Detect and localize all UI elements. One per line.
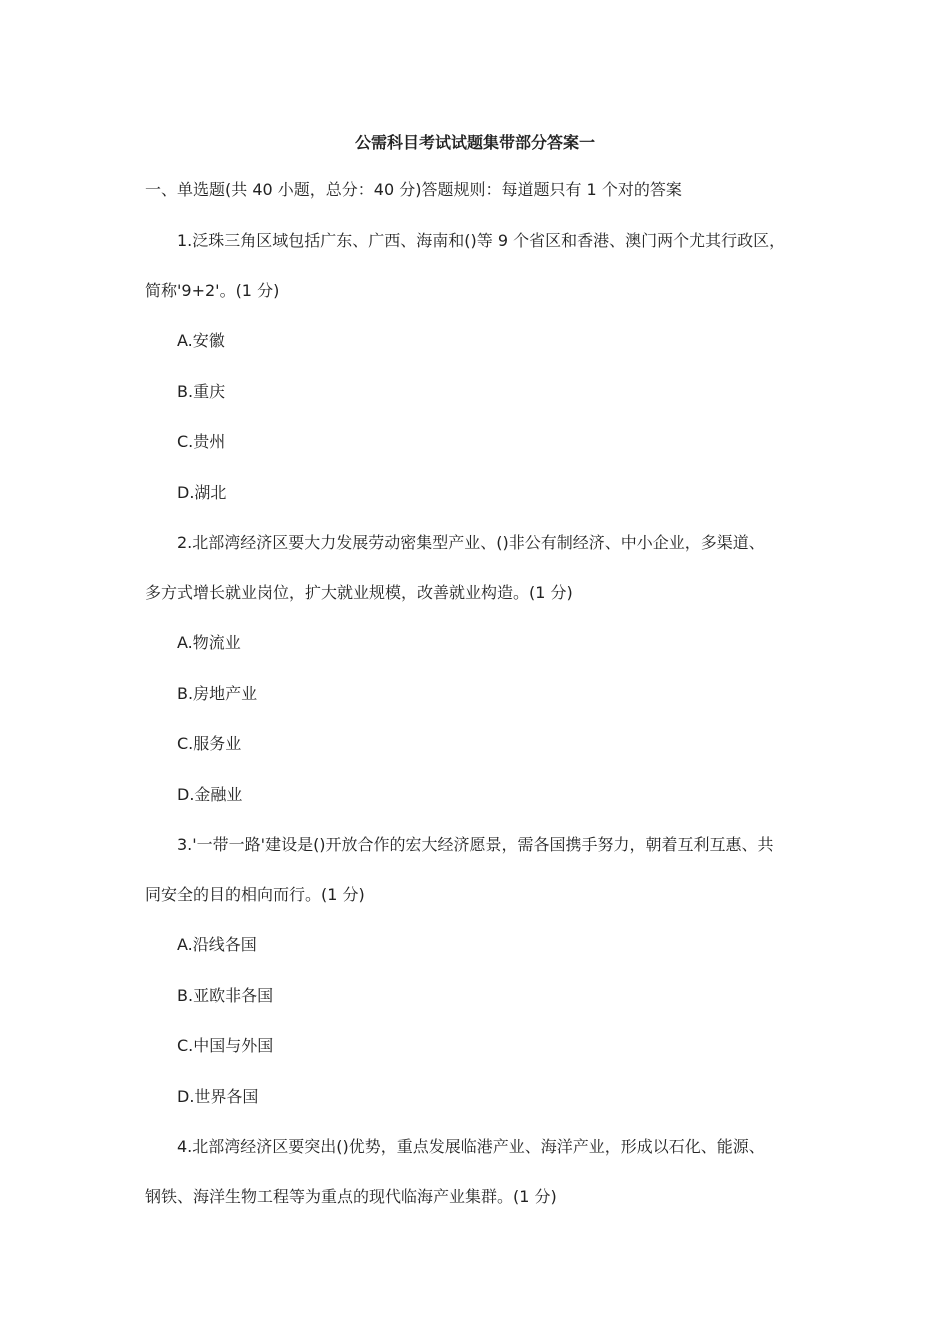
question-2-stem-line-2: 多方式增长就业岗位，扩大就业规模，改善就业构造。(1 分) <box>145 583 573 602</box>
question-3-option-a: A.沿线各国 <box>177 935 257 954</box>
question-3-stem-line-2: 同安全的目的相向而行。(1 分) <box>145 885 365 904</box>
question-1-stem-line-1: 1.泛珠三角区域包括广东、广西、海南和()等 9 个省区和香港、澳门两个尤其行政区， <box>177 231 786 250</box>
question-4-stem-line-2: 钢铁、海洋生物工程等为重点的现代临海产业集群。(1 分) <box>145 1187 557 1206</box>
question-3-stem-line-1: 3.'一带一路'建设是()开放合作的宏大经济愿景，需各国携手努力，朝着互利互惠、共 <box>177 835 774 854</box>
question-1-option-b: B.重庆 <box>177 382 226 401</box>
question-3-option-c: C.中国与外国 <box>177 1036 274 1055</box>
question-3-option-b: B.亚欧非各国 <box>177 986 274 1005</box>
question-2-option-a: A.物流业 <box>177 633 241 652</box>
question-1-option-c: C.贵州 <box>177 432 226 451</box>
question-1-option-d: D.湖北 <box>177 483 227 502</box>
question-4-stem-line-1: 4.北部湾经济区要突出()优势，重点发展临港产业、海洋产业，形成以石化、能源、 <box>177 1137 765 1156</box>
question-2-option-c: C.服务业 <box>177 734 242 753</box>
question-3-option-d: D.世界各国 <box>177 1087 259 1106</box>
document-title: 公需科目考试试题集带部分答案一 <box>354 133 595 152</box>
section-header: 一、单选题(共 40 小题，总分：40 分)答题规则：每道题只有 1 个对的答案 <box>145 180 682 199</box>
question-2-option-b: B.房地产业 <box>177 684 258 703</box>
question-1-stem-line-2: 简称'9+2'。(1 分) <box>145 281 280 300</box>
question-2-option-d: D.金融业 <box>177 785 243 804</box>
question-1-option-a: A.安徽 <box>177 331 225 350</box>
question-2-stem-line-1: 2.北部湾经济区要大力发展劳动密集型产业、()非公有制经济、中小企业，多渠道、 <box>177 533 765 552</box>
